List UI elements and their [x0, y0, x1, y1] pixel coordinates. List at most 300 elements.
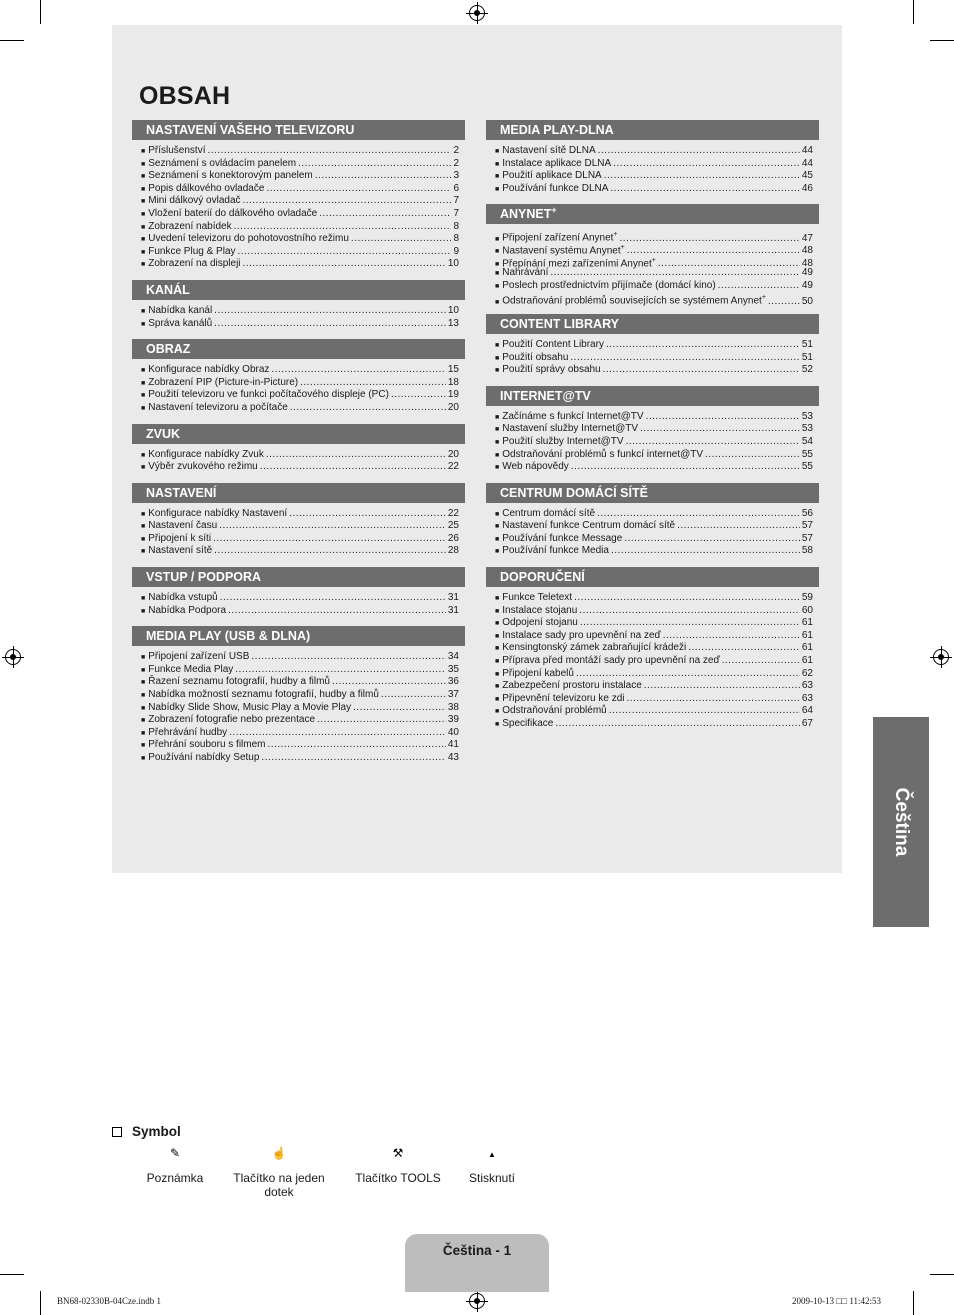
toc-entry[interactable] [141, 533, 459, 546]
language-tab-label: Čeština [891, 787, 912, 857]
toc-list [132, 305, 465, 330]
toc-entry-text: Použití správy obsahu [502, 364, 601, 376]
toc-list [486, 508, 819, 558]
square-bullet-icon: ■ [495, 298, 500, 306]
section-heading-text: DOPORUČENÍ [500, 570, 585, 585]
symbol-press [460, 1146, 524, 1185]
dot-leader [626, 436, 800, 449]
dot-leader [718, 280, 800, 293]
toc-entry[interactable] [141, 651, 459, 664]
dot-leader [289, 508, 446, 521]
square-bullet-icon: ■ [495, 523, 500, 531]
dot-leader [315, 170, 452, 183]
square-bullet-icon: ■ [495, 645, 500, 653]
crop-mark [930, 1274, 954, 1275]
toc-entry-text: Používání funkce DLNA [502, 182, 609, 194]
toc-entry-text: Konfigurace nabídky Nastavení [148, 507, 288, 519]
dot-leader [317, 714, 446, 727]
toc-entry[interactable] [141, 246, 459, 259]
toc-section [486, 314, 819, 377]
square-bullet-icon: ■ [141, 464, 146, 472]
square-bullet-icon: ■ [495, 413, 500, 421]
toc-entry[interactable] [141, 170, 459, 183]
toc-entry-text: Uvedení televizoru do pohotovostního režimu [148, 233, 349, 245]
toc-entry-text: Instalace sady pro upevnění na zeď [502, 629, 661, 641]
toc-entry-text: Konfigurace nabídky Obraz [148, 364, 270, 376]
superscript-mark: + [551, 205, 557, 216]
dot-leader [555, 718, 800, 731]
toc-entry[interactable] [495, 680, 813, 693]
toc-entry[interactable] [495, 436, 813, 449]
toc-entry-label [502, 183, 608, 196]
toc-entry-text: Odstraňování problémů souvisejících se systémem Anynet [502, 295, 762, 307]
toc-entry[interactable] [495, 718, 813, 731]
toc-entry-page: 26 [447, 532, 459, 544]
toc-entry-page: 48 [801, 245, 813, 257]
tools-icon: ⚒ [392, 1146, 404, 1160]
symbol-label: Stisknutí [468, 1171, 516, 1185]
dot-leader [298, 158, 451, 171]
square-bullet-icon: ■ [495, 708, 500, 716]
toc-entry[interactable] [141, 520, 459, 533]
toc-entry-label [148, 605, 226, 618]
toc-list [486, 411, 819, 474]
toc-entry[interactable] [141, 258, 459, 271]
toc-list [486, 592, 819, 731]
dot-leader [207, 145, 451, 158]
toc-entry-label [148, 318, 212, 331]
toc-entry-label [148, 739, 265, 752]
toc-entry-label [148, 402, 288, 415]
toc-entry-label [148, 195, 240, 208]
one-touch-icon: ☝ [271, 1146, 287, 1160]
section-heading-text: ANYNET [500, 207, 552, 222]
dot-leader [290, 402, 446, 415]
dot-leader [576, 668, 800, 681]
square-bullet-icon: ■ [141, 595, 146, 603]
toc-entry[interactable] [495, 655, 813, 668]
section-heading-text: CONTENT LIBRARY [500, 316, 619, 331]
section-heading [486, 314, 819, 334]
press-icon: ▲ [488, 1150, 496, 1159]
toc-entry-page: 64 [801, 705, 813, 717]
toc-entry-text: Instalace aplikace DLNA [502, 157, 612, 169]
toc-entry-page: 7 [453, 195, 459, 207]
toc-entry-text: Nastavení času [148, 520, 218, 532]
page-title: OBSAH [139, 82, 231, 110]
toc-entry-label [148, 520, 217, 533]
square-bullet-icon: ■ [495, 148, 500, 155]
section-heading-text: VSTUP / PODPORA [146, 570, 262, 585]
dot-leader [214, 318, 446, 331]
toc-entry[interactable] [495, 423, 813, 436]
section-heading [132, 567, 465, 587]
toc-entry[interactable] [495, 461, 813, 474]
section-heading [486, 483, 819, 503]
toc-entry[interactable] [141, 221, 459, 234]
toc-entry[interactable] [495, 693, 813, 706]
toc-entry-page: 61 [801, 617, 813, 629]
symbol-one-touch [226, 1146, 332, 1199]
toc-entry-page: 20 [447, 401, 459, 413]
toc-entry-label [148, 676, 330, 689]
square-bullet-icon: ■ [495, 451, 500, 459]
dot-leader [228, 605, 446, 618]
square-bullet-icon: ■ [141, 717, 146, 725]
toc-entry-text: Přehrání souboru s filmem [148, 739, 266, 751]
dot-leader [235, 664, 446, 677]
toc-entry-label [502, 642, 686, 655]
toc-entry-page: 20 [447, 448, 459, 460]
toc-entry[interactable] [495, 630, 813, 643]
symbol-label: Tlačítko na jeden dotek [233, 1171, 325, 1199]
square-bullet-icon: ■ [141, 173, 146, 181]
toc-entry[interactable] [141, 689, 459, 702]
section-heading [486, 386, 819, 406]
toc-entry[interactable] [495, 145, 813, 158]
square-bullet-icon: ■ [495, 595, 500, 603]
dot-leader [609, 705, 800, 718]
toc-entry[interactable] [141, 195, 459, 208]
toc-entry-text: Nabídky Slide Show, Music Play a Movie Play [148, 701, 352, 713]
dot-leader [213, 533, 446, 546]
section-heading-text: CENTRUM DOMÁCÍ SÍTĚ [500, 485, 648, 500]
toc-entry-label [502, 158, 611, 171]
toc-entry-text: Připojení zařízení USB [148, 651, 250, 663]
toc-entry[interactable] [141, 233, 459, 246]
toc-entry-text: Popis dálkového ovladače [148, 182, 265, 194]
dot-leader [570, 352, 799, 365]
language-tab [873, 717, 929, 927]
toc-entry[interactable] [141, 305, 459, 318]
symbol-label: Tlačítko TOOLS [355, 1171, 441, 1185]
toc-entry[interactable] [141, 664, 459, 677]
toc-entry-page: 56 [801, 507, 813, 519]
dot-leader [613, 158, 800, 171]
symbol-note [140, 1146, 210, 1185]
square-bullet-icon: ■ [141, 742, 146, 750]
dot-leader [597, 508, 800, 521]
dot-leader [381, 689, 446, 702]
toc-entry-page: 49 [801, 279, 813, 291]
dot-leader [351, 233, 452, 246]
dot-leader [611, 545, 800, 558]
toc-entry[interactable] [141, 545, 459, 558]
toc-entry[interactable] [141, 605, 459, 618]
toc-entry-page: 46 [801, 182, 813, 194]
toc-entry-text: Poslech prostřednictvím přijímače (domácí kino) [502, 279, 716, 291]
dot-leader [624, 533, 800, 546]
toc-entry[interactable] [495, 229, 813, 242]
square-bullet-icon: ■ [141, 451, 146, 459]
symbol-label: Poznámka [146, 1171, 204, 1185]
toc-entry-label [502, 592, 572, 605]
toc-entry-label [502, 449, 703, 462]
dot-leader [251, 651, 445, 664]
toc-entry[interactable] [141, 739, 459, 752]
toc-entry-page: 59 [801, 592, 813, 604]
toc-entry-text: Nahrávání [502, 267, 549, 279]
toc-list [132, 651, 465, 764]
crop-mark [913, 0, 914, 24]
toc-entry-label [148, 170, 313, 183]
toc-entry-text: Přehrávání hudby [148, 726, 228, 738]
toc-entry-page: 63 [801, 680, 813, 692]
toc-entry[interactable] [495, 352, 813, 365]
toc-entry-page: 10 [447, 304, 459, 316]
toc-entry-page: 39 [447, 714, 459, 726]
toc-entry[interactable] [141, 702, 459, 715]
toc-entry-page: 8 [453, 233, 459, 245]
note-icon: ✎ [169, 1146, 181, 1160]
toc-entry-label [502, 508, 595, 521]
toc-entry[interactable] [141, 714, 459, 727]
toc-entry-page: 45 [801, 170, 813, 182]
toc-entry-label [148, 145, 205, 158]
toc-section [486, 386, 819, 474]
toc-entry-text: Příprava před montáží sady pro upevnění na zeď [502, 655, 720, 667]
toc-entry-page: 58 [801, 545, 813, 557]
dot-leader [300, 377, 446, 390]
toc-entry-page: 2 [453, 157, 459, 169]
square-bullet-icon: ■ [141, 692, 146, 700]
square-bullet-icon: ■ [141, 248, 146, 256]
dot-leader [243, 195, 452, 208]
toc-entry-text: Zobrazení fotografie nebo prezentace [148, 714, 316, 726]
toc-entry[interactable] [141, 461, 459, 474]
toc-entry[interactable] [141, 592, 459, 605]
superscript-mark: + [620, 243, 625, 251]
toc-entry-text: Správa kanálů [148, 317, 213, 329]
toc-entry-label [148, 727, 227, 740]
section-heading [132, 483, 465, 503]
dot-leader [768, 296, 800, 309]
toc-column-left [132, 120, 465, 774]
toc-entry-label [148, 305, 212, 318]
section-heading [132, 339, 465, 359]
toc-entry[interactable] [495, 364, 813, 377]
square-bullet-icon: ■ [141, 223, 146, 231]
toc-entry[interactable] [495, 605, 813, 618]
toc-list [132, 508, 465, 558]
footer-file: BN68-02330B-04Cze.indb 1 [57, 1296, 161, 1306]
toc-entry[interactable] [141, 158, 459, 171]
toc-entry-label [148, 246, 235, 259]
dot-leader [606, 339, 800, 352]
toc-entry[interactable] [141, 449, 459, 462]
toc-entry-text: Připojení zařízení Anynet [502, 232, 614, 244]
toc-entry[interactable] [141, 676, 459, 689]
toc-entry-text: Specifikace [502, 718, 554, 729]
dot-leader [214, 305, 446, 318]
toc-entry-text: Odpojení stojanu [502, 617, 578, 629]
square-bullet-icon: ■ [495, 464, 500, 472]
square-bullet-icon: ■ [141, 704, 146, 712]
toc-entry-page: 53 [801, 410, 813, 422]
square-bullet-icon: ■ [141, 307, 146, 315]
toc-section [132, 626, 465, 764]
toc-entry[interactable] [495, 183, 813, 196]
toc-entry-page: 36 [447, 676, 459, 688]
toc-entry-label [502, 718, 553, 731]
dot-leader [580, 617, 800, 630]
section-heading-text: INTERNET@TV [500, 388, 591, 403]
symbol-tools [348, 1146, 448, 1185]
toc-entry-page: 6 [453, 182, 459, 194]
toc-entry-label [502, 411, 643, 424]
toc-entry-label [148, 449, 264, 462]
section-heading [132, 280, 465, 300]
dot-leader [229, 727, 446, 740]
toc-entry-label [148, 461, 258, 474]
toc-entry-label [148, 714, 315, 727]
toc-entry-label [148, 158, 296, 171]
toc-entry[interactable] [495, 592, 813, 605]
toc-entry-label [502, 461, 569, 474]
toc-entry[interactable] [141, 208, 459, 221]
toc-list [486, 145, 819, 195]
dot-leader [238, 246, 452, 259]
square-bullet-icon: ■ [141, 367, 146, 375]
toc-entry-page: 63 [801, 692, 813, 704]
toc-entry-page: 22 [447, 507, 459, 519]
square-bullet-icon: ■ [141, 148, 146, 155]
section-heading [486, 204, 819, 224]
toc-entry[interactable] [495, 158, 813, 171]
superscript-mark: + [651, 256, 656, 264]
toc-entry-text: Použití Content Library [502, 338, 604, 350]
section-heading-text: MEDIA PLAY-DLNA [500, 123, 614, 137]
toc-entry-text: Nabídka kanál [148, 304, 213, 316]
toc-entry-text: Použití aplikace DLNA [502, 170, 602, 182]
dot-leader [610, 183, 799, 196]
section-heading [486, 567, 819, 587]
toc-section [132, 424, 465, 474]
toc-entry-label [148, 702, 351, 715]
toc-entry-label [148, 364, 269, 377]
toc-entry-text: Nastavení služby Internet@TV [502, 423, 639, 435]
square-bullet-icon: ■ [141, 236, 146, 244]
toc-entry[interactable] [495, 520, 813, 533]
dot-leader [663, 630, 800, 643]
toc-entry[interactable] [495, 533, 813, 546]
toc-entry[interactable] [141, 389, 459, 402]
section-heading [132, 120, 465, 140]
toc-entry-label [502, 617, 578, 630]
toc-entry-page: 2 [453, 145, 459, 156]
toc-entry[interactable] [495, 292, 813, 305]
toc-entry-text: Zobrazení nabídek [148, 220, 232, 232]
toc-entry[interactable] [495, 545, 813, 558]
toc-entry[interactable] [495, 449, 813, 462]
dot-leader [644, 680, 800, 693]
square-bullet-icon: ■ [141, 392, 146, 400]
toc-entry[interactable] [141, 752, 459, 765]
toc-entry-text: Začínáme s funkcí Internet@TV [502, 410, 644, 422]
toc-entry-page: 57 [801, 532, 813, 544]
toc-entry[interactable] [495, 668, 813, 681]
toc-entry[interactable] [495, 617, 813, 630]
toc-entry-label [148, 689, 379, 702]
toc-entry-page: 31 [447, 604, 459, 616]
dot-leader [571, 461, 800, 474]
toc-entry-text: Výběr zvukového režimu [148, 461, 258, 473]
toc-entry[interactable] [495, 411, 813, 424]
toc-entry[interactable] [141, 377, 459, 390]
toc-entry[interactable] [141, 402, 459, 415]
dot-leader [722, 655, 800, 668]
toc-entry-text: Příslušenství [148, 145, 206, 156]
square-bullet-icon: ■ [141, 654, 146, 662]
square-bullet-icon: ■ [141, 160, 146, 168]
dot-leader [243, 258, 446, 271]
toc-entry-label [148, 508, 287, 521]
toc-entry[interactable] [495, 280, 813, 293]
toc-entry-page: 13 [447, 317, 459, 329]
toc-entry[interactable] [495, 508, 813, 521]
toc-entry[interactable] [141, 318, 459, 331]
toc-entry[interactable] [495, 642, 813, 655]
square-bullet-icon: ■ [495, 173, 500, 181]
toc-list [486, 229, 819, 305]
superscript-mark: + [613, 231, 618, 239]
toc-entry[interactable] [495, 170, 813, 183]
square-bullet-icon: ■ [495, 438, 500, 446]
square-bullet-icon: ■ [141, 523, 146, 531]
toc-entry[interactable] [141, 364, 459, 377]
dot-leader [620, 233, 800, 246]
dot-leader [234, 221, 452, 234]
toc-entry-text: Připojení k síti [148, 532, 212, 544]
toc-entry-label [502, 693, 624, 706]
toc-entry-page: 31 [447, 592, 459, 604]
toc-entry[interactable] [141, 183, 459, 196]
toc-entry[interactable] [495, 339, 813, 352]
toc-entry-text: Použití televizoru ve funkci počítačového displeje (PC) [148, 389, 389, 401]
toc-entry-page: 41 [447, 739, 459, 751]
toc-section [132, 567, 465, 617]
toc-entry-page: 48 [801, 257, 813, 269]
toc-entry-page: 49 [801, 267, 813, 279]
dot-leader [574, 592, 800, 605]
registration-mark-icon [933, 649, 949, 665]
toc-entry-text: Funkce Teletext [502, 592, 573, 604]
toc-entry-page: 61 [801, 642, 813, 654]
page-number-tab [405, 1234, 549, 1292]
checkbox-bullet-icon [112, 1127, 122, 1137]
toc-entry-text: Nabídka možností seznamu fotografií, hudby a filmů [148, 689, 379, 701]
toc-entry-page: 38 [447, 701, 459, 713]
toc-section [486, 120, 819, 195]
square-bullet-icon: ■ [495, 367, 500, 375]
toc-entry[interactable] [141, 145, 459, 158]
toc-entry-text: Použití obsahu [502, 351, 569, 363]
toc-entry[interactable] [495, 267, 813, 280]
toc-list [132, 364, 465, 414]
dot-leader [271, 364, 445, 377]
toc-entry[interactable] [495, 705, 813, 718]
crop-mark [40, 1291, 41, 1315]
square-bullet-icon: ■ [495, 683, 500, 691]
toc-entry[interactable] [141, 727, 459, 740]
toc-entry[interactable] [141, 508, 459, 521]
dot-leader [627, 693, 800, 706]
toc-entry-text: Konfigurace nabídky Zvuk [148, 448, 264, 460]
section-heading [132, 626, 465, 646]
toc-entry-page: 44 [801, 145, 813, 156]
toc-entry-label [502, 364, 600, 377]
toc-entry-label [148, 389, 389, 402]
